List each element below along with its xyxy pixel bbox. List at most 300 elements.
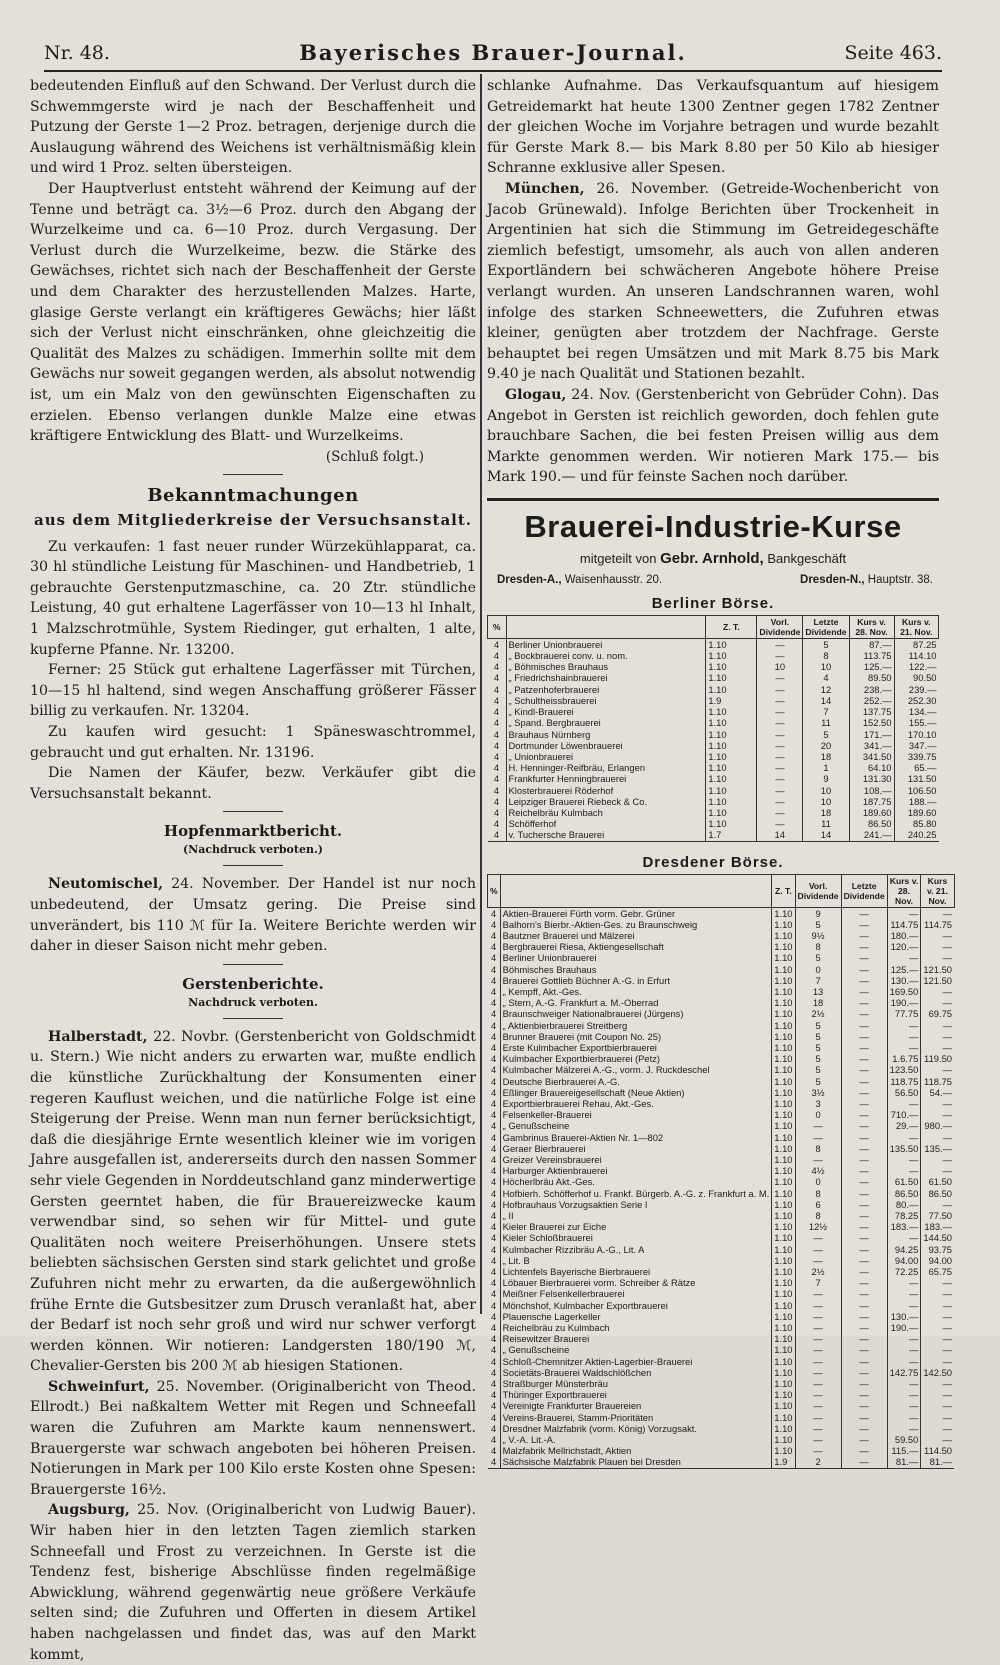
table-cell: 4	[488, 684, 507, 695]
table-cell: 171.—	[849, 729, 894, 740]
address-right-street: Hauptstr. 38.	[867, 573, 933, 586]
table-cell: 4	[488, 729, 507, 740]
table-cell: 81.—	[929, 1456, 953, 1468]
table-cell: 6	[795, 1199, 841, 1210]
table-cell: 5	[795, 1064, 841, 1075]
table-cell: Kulmbacher Rizzibräu A.-G., Lit. A	[500, 1244, 772, 1255]
table-cell: 9	[803, 773, 849, 784]
table-cell: 5	[795, 1020, 841, 1031]
table-row	[488, 796, 939, 807]
table-cell: 77.75	[887, 1008, 921, 1019]
table-row	[488, 1344, 955, 1355]
banner-sub-suffix: Bankgeschäft	[767, 550, 847, 566]
table-row	[488, 941, 955, 952]
table-row	[488, 975, 955, 986]
table-row	[488, 907, 955, 919]
table-cell: 1.10	[772, 1098, 795, 1109]
table-cell: 183.—	[887, 1221, 921, 1232]
table-cell: 4	[488, 1031, 501, 1042]
table-cell: 8	[795, 941, 841, 952]
table-cell: 1.10	[772, 1266, 795, 1277]
table-row	[488, 1378, 955, 1389]
table-cell: 4	[488, 796, 507, 807]
table-cell: —	[942, 1030, 953, 1042]
table-cell: 1.10	[772, 1031, 795, 1042]
table-cell: 4	[488, 1255, 501, 1266]
barley-report	[30, 1377, 476, 1501]
table-cell: —	[841, 964, 887, 975]
table-cell: 7	[795, 1277, 841, 1288]
table-cell: Malzfabrik Mellrichstadt, Aktien	[500, 1445, 772, 1456]
table-row	[488, 740, 939, 751]
page-number-right: Seite 463.	[844, 42, 942, 64]
table-cell: 4	[488, 638, 507, 650]
col-header	[506, 615, 706, 638]
table-row	[488, 1412, 955, 1423]
table-cell: Reichelbräu zu Kulmbach	[500, 1322, 772, 1333]
table-cell: Reisewitzer Brauerei	[500, 1333, 772, 1344]
table-row	[488, 1210, 955, 1221]
table-cell: 4	[488, 964, 501, 975]
table-cell: 9	[795, 907, 841, 919]
table-cell: —	[841, 1277, 887, 1288]
table-cell: 1.7	[706, 829, 757, 841]
col-header: Kurs v. 21. Nov.	[894, 615, 939, 638]
report-place: Augsburg,	[48, 1502, 130, 1519]
table-cell: —	[757, 796, 803, 807]
table-cell: 5	[795, 1031, 841, 1042]
table-cell: —	[942, 985, 953, 997]
table-cell: —	[757, 695, 803, 706]
table-cell: 4	[488, 807, 507, 818]
berlin-exchange-table	[487, 615, 939, 842]
table-cell: 1.10	[772, 1344, 795, 1355]
table-cell: —	[757, 740, 803, 751]
table-cell: H. Henninger-Reifbräu, Erlangen	[506, 762, 706, 773]
table-row	[488, 1423, 955, 1434]
table-cell: 11	[803, 818, 849, 829]
table-cell: —	[841, 1412, 887, 1423]
table-cell: —	[841, 1389, 887, 1400]
table-cell: 8	[795, 1143, 841, 1154]
table-row	[488, 1333, 955, 1344]
table-cell: 86.50	[849, 818, 894, 829]
table-cell: —	[795, 1389, 841, 1400]
address-right-city: Dresden-N.,	[800, 573, 865, 586]
table-cell: —	[841, 1165, 887, 1176]
table-cell: 1.10	[706, 773, 757, 784]
banner-addresses	[487, 571, 939, 589]
table-row	[488, 1277, 955, 1288]
table-row	[488, 661, 939, 672]
table-cell: 4	[488, 1221, 501, 1232]
table-cell: 1.10	[706, 650, 757, 661]
table-cell: Vereins-Brauerei, Stamm-Prioritäten	[500, 1412, 772, 1423]
table-row	[488, 1176, 955, 1187]
table-cell: —	[942, 1299, 953, 1311]
table-cell: 4	[488, 650, 507, 661]
table-cell: 4	[488, 661, 507, 672]
table-cell: 5	[795, 1053, 841, 1064]
table-cell: 115.—	[887, 1445, 921, 1456]
table-cell: —	[942, 1344, 953, 1356]
table-cell: 238.—	[849, 684, 894, 695]
table-cell: 980.—	[924, 1120, 953, 1132]
table-cell: 1.10	[706, 661, 757, 672]
col-header: Kurs v. 21. Nov.	[921, 874, 954, 907]
table-cell: —	[841, 1042, 887, 1053]
table-cell: —	[841, 986, 887, 997]
table-cell: Meißner Felsenkellerbrauerei	[500, 1288, 772, 1299]
table-cell: 1.10	[772, 1199, 795, 1210]
table-cell: 125.—	[849, 661, 894, 672]
table-cell: 18	[803, 751, 849, 762]
table-cell: —	[887, 1423, 921, 1434]
col-header: %	[488, 615, 507, 638]
address-right	[800, 571, 933, 589]
table-cell: 339.75	[907, 750, 937, 762]
table-row	[488, 1199, 955, 1210]
table-row	[488, 1154, 955, 1165]
table-cell: 61.50	[928, 1176, 953, 1188]
table-cell: 137.75	[849, 706, 894, 717]
table-cell: 12½	[795, 1221, 841, 1232]
table-cell: —	[841, 1434, 887, 1445]
table-cell: 4	[488, 1344, 501, 1355]
table-cell: 4	[488, 1076, 501, 1087]
table-cell: 155.—	[908, 717, 937, 729]
table-cell: 1.10	[772, 1255, 795, 1266]
table-cell: Kulmbacher Mälzerei A.-G., vorm. J. Ruckdeschel	[500, 1064, 772, 1075]
section-rule	[223, 964, 283, 965]
table-cell: —	[841, 1244, 887, 1255]
table-cell: —	[942, 952, 953, 964]
table-cell: 1.10	[772, 930, 795, 941]
table-cell: —	[757, 706, 803, 717]
table-row	[488, 1165, 955, 1176]
table-cell: —	[841, 1053, 887, 1064]
table-cell: 4	[488, 1277, 501, 1288]
table-cell: 4	[488, 1008, 501, 1019]
table-cell: 4	[488, 1456, 501, 1468]
table-cell: v. Tuchersche Brauerei	[506, 829, 706, 841]
table-cell: Hofbrauhaus Vorzugsaktien Serie I	[500, 1199, 772, 1210]
table-cell: —	[795, 1378, 841, 1389]
table-cell: 87.25	[913, 638, 937, 650]
table-header-row	[488, 615, 939, 638]
table-cell: 4	[488, 717, 507, 728]
table-cell: „ Unionbrauerei	[506, 751, 706, 762]
table-cell: Kulmbacher Exportbierbrauerei (Petz)	[500, 1053, 772, 1064]
table-cell: 10	[803, 661, 849, 672]
table-cell: 1.10	[772, 1132, 795, 1143]
table-row	[488, 638, 939, 650]
table-row	[488, 706, 939, 717]
table-cell: 13	[795, 986, 841, 997]
table-cell: 252.—	[849, 695, 894, 706]
table-row	[488, 1087, 955, 1098]
table-cell: Deutsche Bierbrauerei A.-G.	[500, 1076, 772, 1087]
table-cell: 1.10	[772, 1109, 795, 1120]
table-cell: —	[942, 1131, 953, 1143]
table-cell: 65.75	[928, 1266, 953, 1278]
table-cell: Exportbierbrauerei Rehau, Akt.-Ges.	[500, 1098, 772, 1109]
table-cell: —	[887, 1300, 921, 1311]
table-cell: —	[841, 1098, 887, 1109]
table-cell: 131.50	[907, 773, 937, 785]
table-cell: 14	[803, 829, 849, 841]
table-cell: —	[757, 818, 803, 829]
table-cell: —	[841, 1154, 887, 1165]
article-paragraph: Der Hauptverlust entsteht während der Keimung auf der Tenne und beträgt ca. 3½—6 Proz. durch den Abgang der Wurzelkeime und ca. 6—10 Proz. durch Vergasung. Der Verlust durch die Wurzelkeime, bezw. die Stärke des Gewächses, richtet sich nach der Beschaffenheit der Gerste und dem Charakter des herzustellenden Malzes. Harte, glasige Gerste verlangt ein kräftigeres Gewächs; hier läßt sich der Verlust nicht einschränken, ohne gleichzeitig die Qualität des Malzes zu schädigen. Immerhin sollte mit dem Gewächs nur soweit gegangen werden, als absolut notwendig ist, um ein Malz von den gewünschten Eigenschaften zu erzielen. Ebenso verlangen dunkle Malze eine etwas kräftigere Entwicklung des Blatt- und Wurzelkeims.	[30, 180, 476, 445]
table-cell: 69.75	[928, 1008, 953, 1020]
table-cell: 180.—	[887, 930, 921, 941]
barley-report	[30, 1027, 476, 1377]
table-cell: 4	[488, 1154, 501, 1165]
table-cell: —	[841, 1300, 887, 1311]
table-cell: 4	[488, 1120, 501, 1131]
table-cell: 4	[488, 773, 507, 784]
table-row	[488, 1356, 955, 1367]
table-cell: 4	[488, 1311, 501, 1322]
table-cell: Hofbierh. Schöfferhof u. Frankf. Bürgerb. A.-G. z. Frankfurt a. M.	[500, 1188, 772, 1199]
table-cell: —	[942, 1355, 953, 1367]
table-cell: Berliner Unionbrauerei	[500, 952, 772, 963]
table-cell: Societäts-Brauerei Waldschlößchen	[500, 1367, 772, 1378]
table-row	[488, 1120, 955, 1131]
table-cell: —	[887, 1232, 921, 1243]
table-cell: 4	[488, 1165, 501, 1176]
table-cell: —	[841, 930, 887, 941]
table-cell: 1.10	[772, 1244, 795, 1255]
table-cell: —	[841, 997, 887, 1008]
table-row	[488, 919, 955, 930]
table-cell: 4	[488, 1322, 501, 1333]
table-row	[488, 1322, 955, 1333]
table-cell: 1.10	[772, 1322, 795, 1333]
column-divider	[480, 74, 482, 1314]
dresden-exchange-title: Dresdener Börse.	[642, 853, 784, 871]
table-row	[488, 762, 939, 773]
table-cell: Dresdner Malzfabrik (vorm. König) Vorzugsakt.	[500, 1423, 772, 1434]
table-cell: —	[887, 907, 921, 919]
table-cell: 1.10	[772, 1300, 795, 1311]
table-cell: 1.10	[772, 952, 795, 963]
table-cell: Felsenkeller-Brauerei	[500, 1109, 772, 1120]
table-cell: „ Genußscheine	[500, 1120, 772, 1131]
table-cell: 94.00	[928, 1254, 953, 1266]
table-cell: Schöfferhof	[506, 818, 706, 829]
table-row	[488, 986, 955, 997]
table-cell: 123.50	[887, 1064, 921, 1075]
table-cell: —	[887, 1378, 921, 1389]
table-cell: —	[942, 1400, 953, 1412]
col-header	[500, 874, 772, 907]
table-cell: 4	[488, 1412, 501, 1423]
col-header: Kurs v. 28. Nov.	[849, 615, 894, 638]
table-cell: 1.10	[772, 997, 795, 1008]
table-cell: —	[841, 907, 887, 919]
table-row	[488, 1076, 955, 1087]
table-row	[488, 1053, 955, 1064]
table-cell: 183.—	[924, 1221, 953, 1233]
table-cell: —	[841, 1344, 887, 1355]
table-row	[488, 1445, 955, 1456]
table-cell: 1.10	[772, 1008, 795, 1019]
table-cell: 77.50	[928, 1210, 953, 1222]
table-cell: —	[841, 1367, 887, 1378]
table-cell: 5	[795, 919, 841, 930]
table-cell: —	[841, 1064, 887, 1075]
banner-subtitle	[487, 549, 939, 569]
table-cell: 1.10	[772, 1188, 795, 1199]
table-cell: 142.75	[887, 1367, 921, 1378]
table-row	[488, 1008, 955, 1019]
table-cell: —	[841, 1008, 887, 1019]
table-cell: 1.10	[772, 986, 795, 997]
report-place: Glogau,	[505, 386, 567, 403]
table-cell: —	[841, 1176, 887, 1187]
table-cell: 4	[488, 1053, 501, 1064]
table-cell: 80.—	[887, 1199, 921, 1210]
table-cell: —	[841, 1143, 887, 1154]
table-row	[488, 1255, 955, 1266]
col-header: %	[488, 874, 501, 907]
table-cell: 4	[488, 952, 501, 963]
report-text: 22. Novbr. (Gerstenbericht von Goldschmidt u. Stern.) Wie nicht anders zu erwarten war, mußte endlich die künstliche Zurückhaltung der Konsumenten einer regeren Kauflust weichen, und die natürliche Folge ist eine Steigerung der Preise. Wenn man nun ferner berücksichtigt, daß die diesjährige Ernte wesentlich kleiner wie im vorigen Jahre ausgefallen ist, andererseits durch den nassen Sommer sehr viele Gegenden in Norddeutschland ganz minderwertige Gersten geerntet haben, die für Brauereizwecke kaum verwendbar sind, so sehen wir für Mittel- und gute Qualitäten noch weitere Preiserhöhungen. Unsere stets beliebten sächsischen Gersten sind stark gelichtet und große Zufuhren nicht mehr zu erwarten, da die außergewöhnlich frühe Ernte die Gutsbesitzer zum Drusch veranlaßt hat, aber der Bedarf ist noch sehr groß und wird nur schwer verforgt werden können. Wir notieren: Landgersten 180/190 ℳ, Chevalier-Gersten bis 200 ℳ ab hiesigen Stationen.	[30, 1028, 476, 1375]
table-cell: 1.10	[772, 1210, 795, 1221]
table-cell: —	[887, 1389, 921, 1400]
table-cell: 1.9	[706, 695, 757, 706]
table-cell: 1.10	[772, 919, 795, 930]
table-cell: —	[795, 1445, 841, 1456]
table-cell: 1.10	[706, 717, 757, 728]
table-cell: —	[887, 1042, 921, 1053]
table-cell: 4	[488, 1367, 501, 1378]
table-cell: —	[942, 1277, 953, 1289]
table-cell: —	[795, 1344, 841, 1355]
table-cell: —	[795, 1154, 841, 1165]
table-cell: 18	[803, 807, 849, 818]
table-cell: 239.—	[908, 683, 937, 695]
table-cell: —	[841, 1400, 887, 1411]
table-cell: 4	[488, 829, 507, 841]
table-cell: 4	[488, 672, 507, 683]
table-row	[488, 1132, 955, 1143]
section-rule	[223, 811, 283, 812]
table-cell: 1.10	[772, 1356, 795, 1367]
table-cell: 10	[803, 785, 849, 796]
table-cell: 1.10	[706, 751, 757, 762]
table-row	[488, 1188, 955, 1199]
report-text: 24. Nov. (Gerstenbericht von Gebrüder Cohn). Das Angebot in Gersten ist reichlich geworden, doch fehlen gute brauchbare Sachen, die bei festen Preisen willig aus dem Markte genommen werden. Wir notieren Mark 175.— bis Mark 190.— und für feinste Sachen noch darüber.	[487, 386, 939, 486]
table-cell: 8	[795, 1210, 841, 1221]
table-cell: 4	[488, 695, 507, 706]
barley-title: Gerstenberichte.	[182, 974, 324, 993]
table-cell: —	[757, 638, 803, 650]
table-cell: —	[757, 785, 803, 796]
table-cell: 187.75	[849, 796, 894, 807]
report-text: 25. November. (Originalbericht von Theod. Ellrodt.) Bei naßkaltem Wetter mit Regen und Schneefall waren die Zufuhren am Markte kaum nennenswert. Brauergerste war schwach angeboten bei höheren Preisen. Notierungen in Mark per 100 Kilo erste Kosten ohne Spesen: Brauergerste 16½.	[30, 1378, 476, 1498]
table-cell: 4	[488, 1020, 501, 1031]
table-cell: 1.10	[772, 1020, 795, 1031]
table-cell: 65.—	[914, 762, 937, 774]
table-cell: Berliner Unionbrauerei	[506, 638, 706, 650]
table-cell: 1.10	[772, 1434, 795, 1445]
table-cell: —	[795, 1434, 841, 1445]
table-row	[488, 684, 939, 695]
table-cell: —	[795, 1232, 841, 1243]
table-cell: Aktien-Brauerei Fürth vorm. Gebr. Grüner	[500, 907, 772, 919]
table-cell: Brauhaus Nürnberg	[506, 729, 706, 740]
table-cell: 72.25	[887, 1266, 921, 1277]
table-cell: —	[942, 1434, 953, 1446]
table-cell: 4	[488, 941, 501, 952]
table-cell: 89.50	[849, 672, 894, 683]
table-row	[488, 729, 939, 740]
table-cell: Lichtenfels Bayerische Bierbrauerei	[500, 1266, 772, 1277]
journal-title: Bayerisches Brauer-Journal.	[299, 40, 687, 65]
announcement-item: Zu verkaufen: 1 fast neuer runder Würzekühlapparat, ca. 30 hl stündliche Leistung für Maschinen- und Handbetrieb, 1 gebrauchte Gerstenputzmaschine, ca. 20 Ztr. stündliche Leistung, 40 gut erhaltene Lagerfässer von 10—13 hl Inhalt, 1 Malzschrotmühle, System Riedinger, gut erhalten, 1 alte, kupferne Pfanne. Nr. 13200.	[30, 538, 476, 658]
table-cell: 0	[795, 964, 841, 975]
table-cell: —	[942, 1422, 953, 1434]
table-row	[488, 1143, 955, 1154]
table-cell: 29.—	[887, 1120, 921, 1131]
table-cell: Schloß-Chemnitzer Aktien-Lagerbier-Brauerei	[500, 1356, 772, 1367]
table-cell: „ Stern, A.-G. Frankfurt a. M.-Oberrad	[500, 997, 772, 1008]
table-cell: —	[795, 1132, 841, 1143]
table-cell: 189.60	[907, 806, 937, 818]
table-cell: —	[841, 1288, 887, 1299]
table-cell: —	[795, 1244, 841, 1255]
address-left	[497, 571, 662, 589]
address-left-street: Waisenhausstr. 20.	[564, 573, 663, 586]
table-cell: —	[942, 1165, 953, 1177]
table-cell: —	[841, 1199, 887, 1210]
table-cell: 1.10	[706, 672, 757, 683]
table-cell: Böhmisches Brauhaus	[500, 964, 772, 975]
table-row	[488, 829, 939, 841]
table-cell: —	[795, 1356, 841, 1367]
barley-report	[30, 1500, 476, 1665]
section-rule	[223, 1018, 283, 1019]
table-cell: 78.25	[887, 1210, 921, 1221]
table-row	[488, 751, 939, 762]
table-cell: —	[942, 1288, 953, 1300]
table-cell: 4	[488, 1244, 501, 1255]
table-cell: —	[795, 1400, 841, 1411]
table-cell: 4	[488, 1288, 501, 1299]
table-cell: 1.10	[706, 638, 757, 650]
table-cell: —	[887, 1344, 921, 1355]
hops-title: Hopfenmarktbericht.	[163, 822, 343, 841]
table-cell: 4	[488, 740, 507, 751]
table-cell: —	[942, 907, 953, 919]
table-cell: —	[795, 1412, 841, 1423]
barley-subtitle: Nachdruck verboten.	[188, 995, 318, 1009]
table-cell: Höcherlbräu Akt.-Ges.	[500, 1176, 772, 1187]
table-row	[488, 952, 955, 963]
left-column	[30, 76, 476, 1665]
table-cell: „ Friedrichshainbrauerei	[506, 672, 706, 683]
table-cell: 4	[488, 907, 501, 919]
table-cell: 1.10	[706, 762, 757, 773]
table-cell: 86.50	[887, 1188, 921, 1199]
table-row	[488, 1109, 955, 1120]
table-cell: 3½	[795, 1087, 841, 1098]
article-paragraph: bedeutenden Einfluß auf den Schwand. Der Verlust durch die Schwemmgerste wird je nach der Beschaffenheit und Putzung der Gerste 1—2 Proz. betragen, derjenige durch die Auslaugung während des Weichens ist verhältnismäßig klein und wird 1 Proz. selten übersteigen.	[30, 78, 476, 177]
table-cell: —	[841, 1188, 887, 1199]
